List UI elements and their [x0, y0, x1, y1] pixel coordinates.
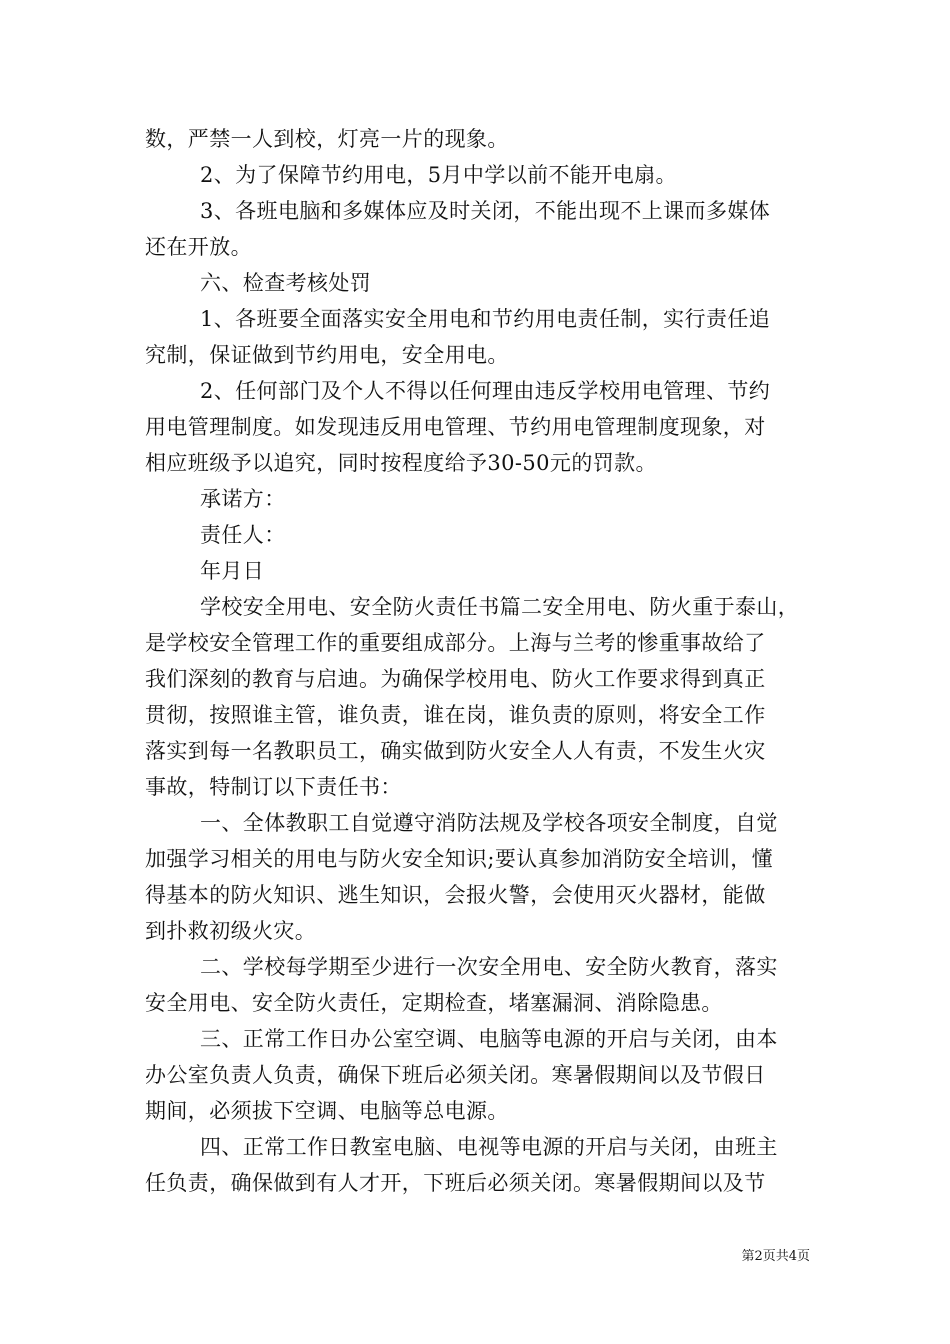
text-line: 任负责，确保做到有人才开，下班后必须关闭。寒暑假期间以及节	[145, 1171, 766, 1195]
page-number-footer: 第2页共4页	[741, 1249, 810, 1264]
text-line: 事故，特制订以下责任书：	[145, 775, 402, 799]
text-line: 相应班级予以追究，同时按程度给予30-50元的罚款。	[145, 451, 657, 475]
text-line: 2、为了保障节约用电，5月中学以前不能开电扇。	[200, 163, 677, 187]
text-line: 1、各班要全面落实安全用电和节约用电责任制，实行责任追	[200, 307, 771, 331]
text-line: 期间，必须拔下空调、电脑等总电源。	[145, 1099, 509, 1123]
text-line: 一、全体教职工自觉遵守消防法规及学校各项安全制度，自觉	[200, 811, 778, 835]
text-line: 办公室负责人负责，确保下班后必须关闭。寒暑假期间以及节假日	[145, 1063, 766, 1087]
text-line: 到扑救初级火灾。	[145, 919, 317, 943]
text-line: 我们深刻的教育与启迪。为确保学校用电、防火工作要求得到真正	[145, 667, 766, 691]
text-line: 还在开放。	[145, 235, 252, 259]
signature-promisor: 承诺方：	[200, 487, 286, 511]
text-line: 四、正常工作日教室电脑、电视等电源的开启与关闭，由班主	[200, 1135, 778, 1159]
text-line: 得基本的防火知识、逃生知识，会报火警，会使用灭火器材，能做	[145, 883, 766, 907]
text-line: 3、各班电脑和多媒体应及时关闭，不能出现不上课而多媒体	[200, 199, 771, 223]
text-line: 学校安全用电、安全防火责任书篇二安全用电、防火重于泰山，	[200, 595, 800, 619]
text-line: 二、学校每学期至少进行一次安全用电、安全防火教育，落实	[200, 955, 778, 979]
text-line: 究制，保证做到节约用电，安全用电。	[145, 343, 509, 367]
text-line: 三、正常工作日办公室空调、电脑等电源的开启与关闭，由本	[200, 1027, 778, 1051]
section-heading: 六、检查考核处罚	[200, 271, 372, 295]
text-line: 安全用电、安全防火责任，定期检查，堵塞漏洞、消除隐患。	[145, 991, 723, 1015]
text-line: 是学校安全管理工作的重要组成部分。上海与兰考的惨重事故给了	[145, 631, 766, 655]
text-line: 落实到每一名教职员工，确实做到防火安全人人有责，不发生火灾	[145, 739, 766, 763]
signature-responsible: 责任人：	[200, 523, 286, 547]
text-line: 数，严禁一人到校，灯亮一片的现象。	[145, 127, 509, 151]
text-line: 贯彻，按照谁主管，谁负责，谁在岗，谁负责的原则，将安全工作	[145, 703, 766, 727]
text-line: 2、任何部门及个人不得以任何理由违反学校用电管理、节约	[200, 379, 771, 403]
signature-date: 年月日	[200, 559, 265, 583]
text-line: 加强学习相关的用电与防火安全知识;要认真参加消防安全培训，懂	[145, 847, 774, 871]
text-line: 用电管理制度。如发现违反用电管理、节约用电管理制度现象，对	[145, 415, 766, 439]
